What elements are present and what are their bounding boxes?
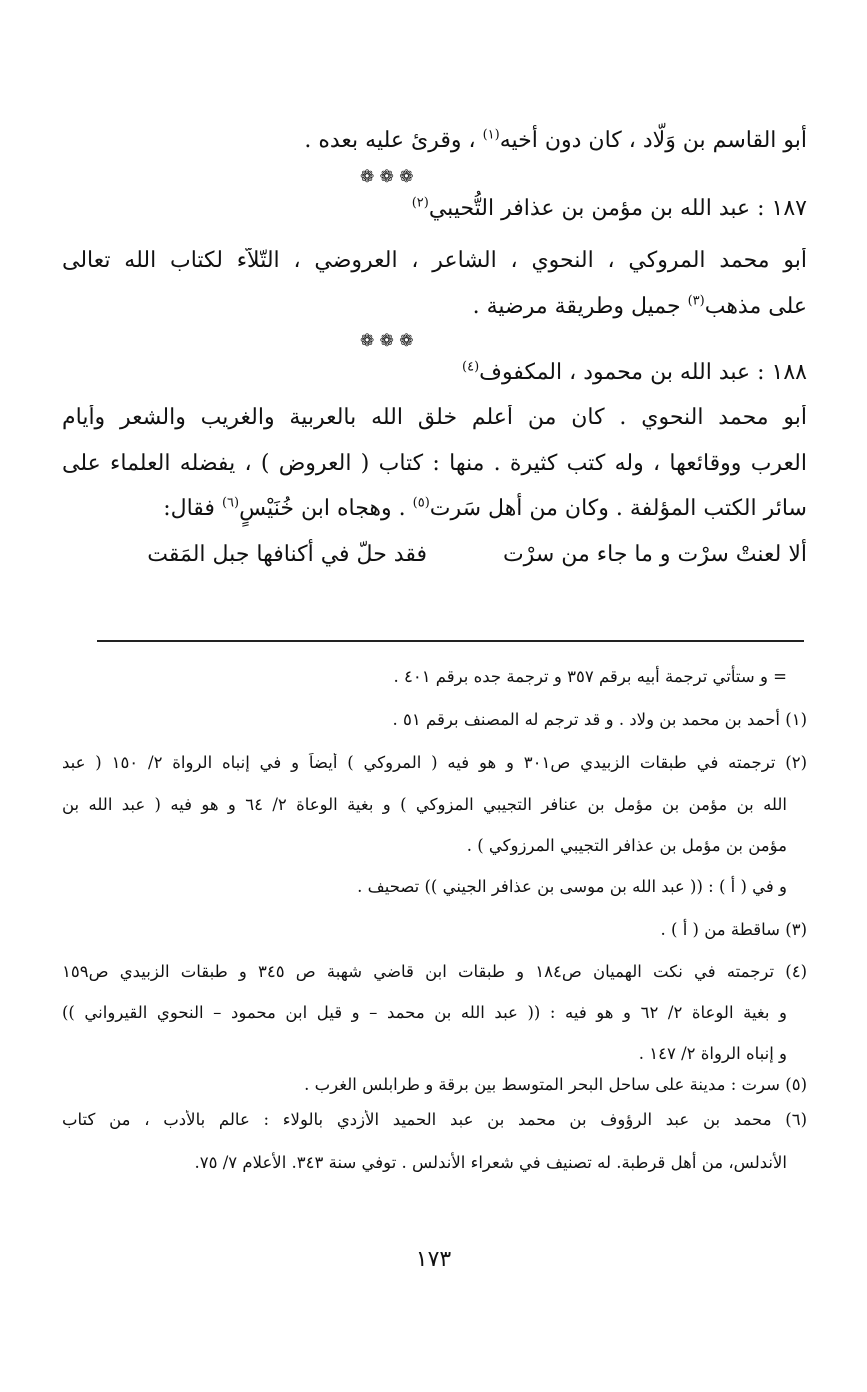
footnote-2-line-4: و في ( أ ) : (( عبد الله بن موسى بن عذافر الجيني )) تصحيف . [357,877,787,896]
section-separator-1 [360,167,500,187]
footnote-ref-6: (٦) [221,495,240,511]
body-line-1 [304,128,807,153]
entry-heading-text: ١٨٧ : عبد الله بن مؤمن بن عذافر التُّحيبي [428,196,807,221]
entry-188-line-3 [163,496,807,521]
section-separator-2 [360,331,500,351]
body-text: أبو القاسم بن وَلّاد ، كان دون أخيه [499,128,807,153]
footnote-ref-5: (٥) [412,495,430,511]
footnote-6-line-1: (٦) محمد بن عبد الرؤوف بن محمد بن عبد الحميد الأزدي بالولاء : عالم بالأدب ، من كتاب [62,1110,807,1129]
body-text: . وهجاه ابن خُنَيْسٍ [239,496,413,521]
entry-188-line-2: العرب ووقائعها ، وله كتب كثيرة . منها : كتاب ( العروض ) ، يفضله العلماء على [62,451,807,476]
body-text: ، وقرئ عليه بعده . [304,128,483,153]
footnote-ref-4: (٤) [462,359,480,375]
footnote-4-line-1: (٤) ترجمته في نكت الهميان ص١٨٤ و طبقات ابن قاضي شهبة ص ٣٤٥ و طبقات الزبيدي ص١٥٩ [62,962,807,981]
body-text: على مذهب [704,294,807,319]
footnote-2-line-2: الله بن مؤمن بن مؤمل بن عنافر التجيبي المزوكي ) و بغية الوعاة ٢/ ٦٤ و هو فيه ( عبد الله بن [62,795,787,814]
footnote-ref-3: (٣) [687,293,705,309]
footnote-5: (٥) سرت : مدينة على ساحل البحر المتوسط بين برقة و طرابلس الغرب . [304,1075,807,1094]
footnote-ref-1: (١) [482,127,500,143]
entry-187-line-1: أبو محمد المروكي ، النحوي ، الشاعر ، العروضي ، التّلاّء لكتاب الله تعالى [62,248,807,273]
verse-hemistich-left: فقد حلّ في أكنافها جبل المَقت [147,542,427,567]
verse-hemistich-right: ألا لعنتْ سرْت و ما جاء من سرْت [502,542,807,567]
footnote-3: (٣) ساقطة من ( أ ) . [660,920,807,939]
footnote-4-line-3: و إنباه الرواة ٢/ ١٤٧ . [638,1044,787,1063]
entry-187-line-2 [473,294,807,319]
footnote-1: (١) أحمد بن محمد بن ولاد . و قد ترجم له المصنف برقم ٥١ . [392,710,807,729]
footnote-ref-2: (٢) [411,195,429,211]
footnote-divider [97,640,804,642]
footnote-6-line-2: الأندلس، من أهل قرطبة. له تصنيف في شعراء الأندلس . توفي سنة ٣٤٣. الأعلام ٧/ ٧٥. [194,1153,787,1172]
body-text: جميل وطريقة مرضية . [472,294,688,319]
footnote-2-line-3: مؤمن بن مؤمل بن عذافر التجيبي المرزوكي ) . [466,836,787,855]
page-number: ١٧٣ [415,1247,452,1272]
entry-188-line-1: أبو محمد النحوي . كان من أعلم خلق الله بالعربية والغريب والشعر وأيام [62,405,807,430]
footnote-2-line-1: (٢) ترجمته في طبقات الزبيدي ص٣٠١ و هو فيه ( المروكي ) أيضاً و في إنباه الرواة ٢/ ١٥٠ ( عبد [62,753,807,772]
separator-ornament: ❁ ❁ ❁ [360,331,414,351]
footnote-4-line-2: و بغية الوعاة ٢/ ٦٢ و هو فيه : (( عبد الله بن محمد – و قيل ابن محمود – النحوي القيرواني )) [62,1003,787,1022]
entry-heading-text: ١٨٨ : عبد الله بن محمود ، المكفوف [479,360,807,385]
entry-188-heading [462,360,807,385]
separator-ornament: ❁ ❁ ❁ [360,167,414,187]
body-text: سائر الكتب المؤلفة . وكان من أهل سَرت [429,496,807,521]
entry-187-heading [412,196,807,221]
footnote-continuation: = و ستأتي ترجمة أبيه برقم ٣٥٧ و ترجمة جده برقم ٤٠١ . [393,667,787,686]
body-text: فقال: [163,496,222,521]
